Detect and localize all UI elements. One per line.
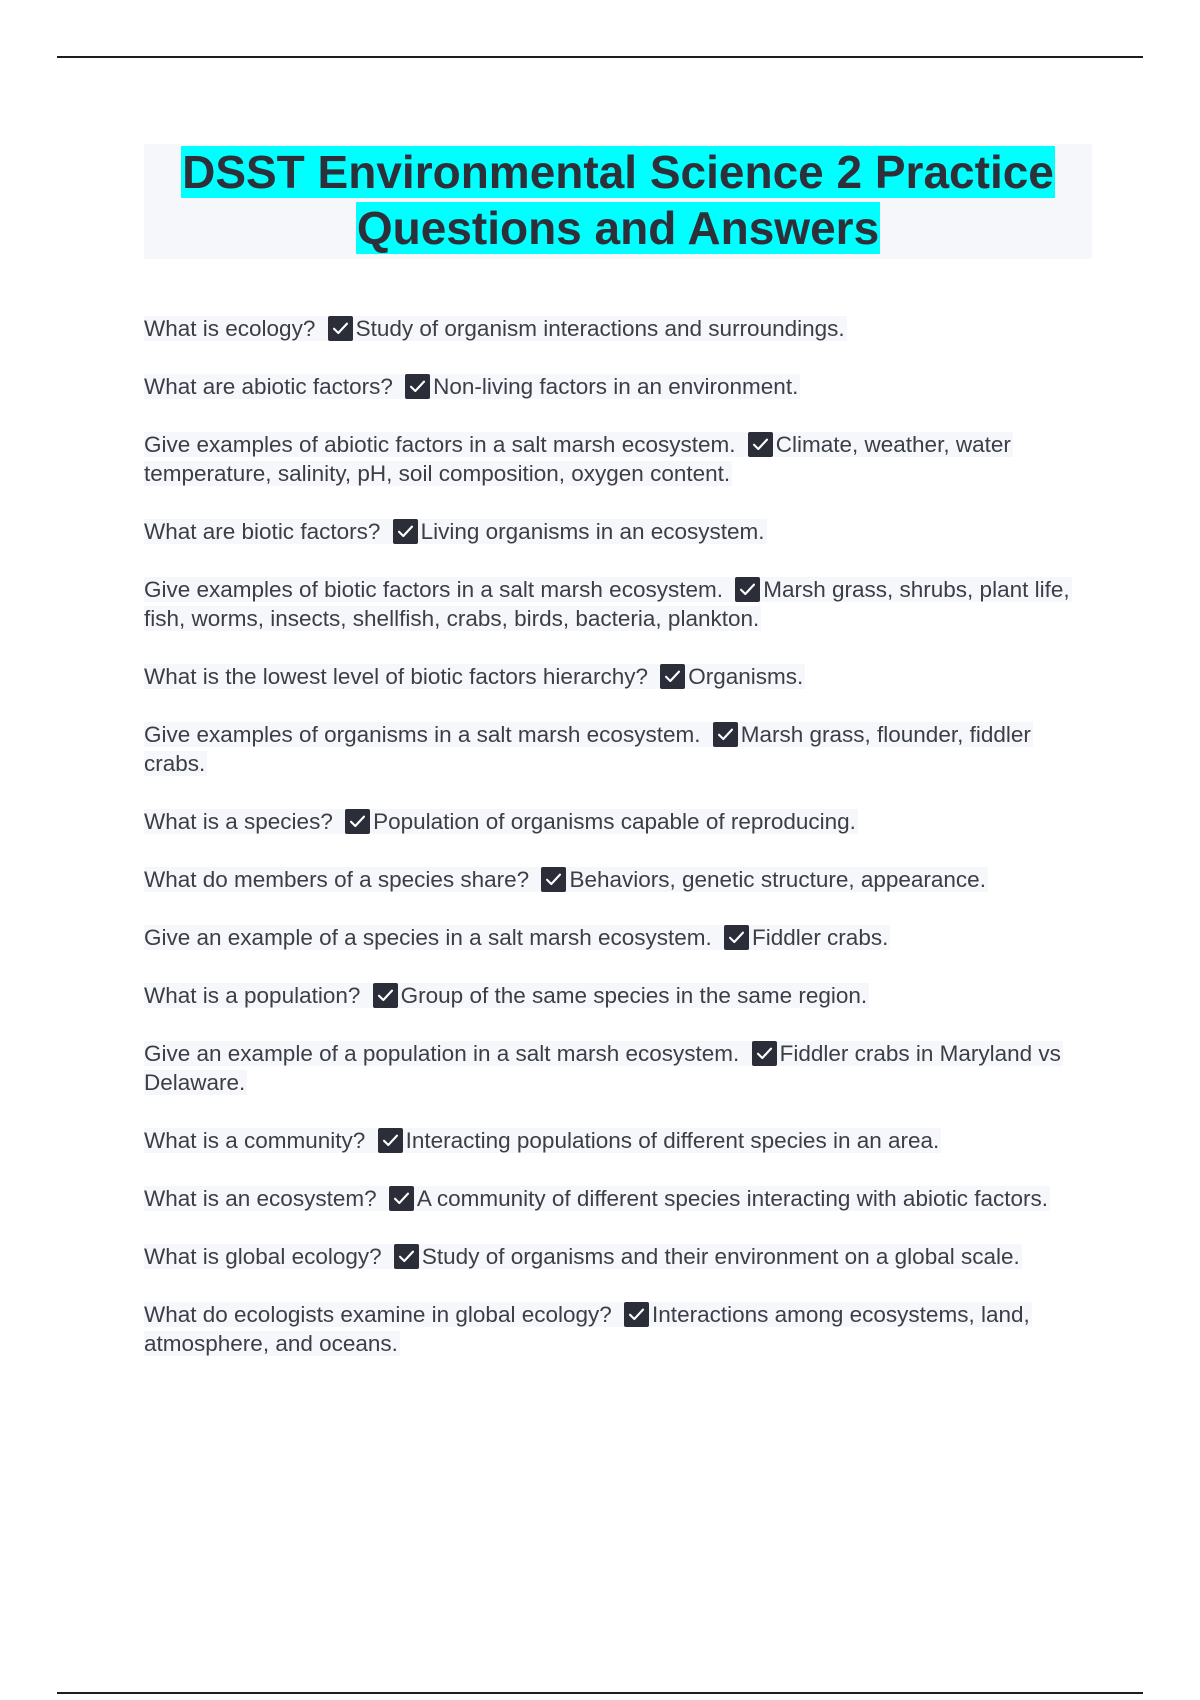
checkbox-check-icon bbox=[389, 1186, 414, 1211]
question-text: What do members of a species share? bbox=[144, 867, 530, 892]
qa-text bbox=[144, 925, 890, 950]
qa-item bbox=[144, 720, 1092, 778]
qa-item bbox=[144, 517, 1092, 546]
qa-item bbox=[144, 1126, 1092, 1155]
qa-text bbox=[144, 1302, 1032, 1356]
checkbox-check-icon bbox=[624, 1302, 649, 1327]
qa-text bbox=[144, 1128, 941, 1153]
question-text: What is an ecosystem? bbox=[144, 1186, 377, 1211]
qa-list bbox=[144, 314, 1092, 1358]
answer-text: Interactions among ecosystems, land, atmosphere, and oceans. bbox=[144, 1302, 1030, 1356]
question-text: What is ecology? bbox=[144, 316, 316, 341]
checkbox-check-icon bbox=[752, 1041, 777, 1066]
answer-text: Study of organism interactions and surroundings. bbox=[355, 316, 845, 341]
qa-text bbox=[144, 809, 858, 834]
checkbox-check-icon bbox=[345, 809, 370, 834]
question-text: Give examples of organisms in a salt marsh ecosystem. bbox=[144, 722, 701, 747]
answer-text: Non-living factors in an environment. bbox=[433, 374, 799, 399]
answer-text: Group of the same species in the same region. bbox=[400, 983, 868, 1008]
qa-text bbox=[144, 867, 988, 892]
checkbox-check-icon bbox=[394, 1244, 419, 1269]
answer-text: Interacting populations of different species in an area. bbox=[405, 1128, 940, 1153]
qa-item bbox=[144, 1184, 1092, 1213]
qa-item bbox=[144, 1300, 1092, 1358]
answer-text: Marsh grass, shrubs, plant life, fish, worms, insects, shellfish, crabs, birds, bacteria, plankton. bbox=[144, 577, 1070, 631]
qa-text bbox=[144, 519, 767, 544]
qa-item bbox=[144, 372, 1092, 401]
question-text: Give an example of a population in a salt marsh ecosystem. bbox=[144, 1041, 740, 1066]
answer-text: Organisms. bbox=[688, 664, 804, 689]
qa-text bbox=[144, 316, 847, 341]
qa-item bbox=[144, 807, 1092, 836]
answer-text: Marsh grass, flounder, fiddler crabs. bbox=[144, 722, 1031, 776]
checkbox-check-icon bbox=[393, 519, 418, 544]
qa-item bbox=[144, 865, 1092, 894]
question-text: What is the lowest level of biotic factors hierarchy? bbox=[144, 664, 648, 689]
checkbox-check-icon bbox=[660, 664, 685, 689]
answer-text: A community of different species interacting with abiotic factors. bbox=[416, 1186, 1048, 1211]
qa-item bbox=[144, 314, 1092, 343]
answer-text: Living organisms in an ecosystem. bbox=[420, 519, 765, 544]
qa-item bbox=[144, 923, 1092, 952]
qa-text bbox=[144, 1244, 1022, 1269]
bottom-divider bbox=[57, 1692, 1143, 1694]
qa-item bbox=[144, 575, 1092, 633]
top-divider bbox=[57, 56, 1143, 58]
qa-text bbox=[144, 1186, 1050, 1211]
answer-text: Fiddler crabs. bbox=[752, 925, 889, 950]
qa-item bbox=[144, 430, 1092, 488]
qa-item bbox=[144, 1242, 1092, 1271]
title-block bbox=[144, 144, 1092, 259]
question-text: What is a community? bbox=[144, 1128, 366, 1153]
qa-text bbox=[144, 722, 1033, 776]
qa-item bbox=[144, 662, 1092, 691]
checkbox-check-icon bbox=[748, 432, 773, 457]
qa-item bbox=[144, 1039, 1092, 1097]
document-body bbox=[144, 144, 1092, 1387]
qa-text bbox=[144, 577, 1072, 631]
qa-item bbox=[144, 981, 1092, 1010]
question-text: What are biotic factors? bbox=[144, 519, 381, 544]
qa-text bbox=[144, 983, 869, 1008]
answer-text: Population of organisms capable of reproducing. bbox=[373, 809, 856, 834]
checkbox-check-icon bbox=[328, 316, 353, 341]
question-text: Give an example of a species in a salt marsh ecosystem. bbox=[144, 925, 712, 950]
answer-text: Behaviors, genetic structure, appearance. bbox=[569, 867, 986, 892]
question-text: What is global ecology? bbox=[144, 1244, 382, 1269]
checkbox-check-icon bbox=[713, 722, 738, 747]
checkbox-check-icon bbox=[405, 374, 430, 399]
question-text: What do ecologists examine in global ecology? bbox=[144, 1302, 612, 1327]
checkbox-check-icon bbox=[724, 925, 749, 950]
document-title-text: DSST Environmental Science 2 Practice Questions and Answers bbox=[182, 146, 1054, 254]
answer-text: Climate, weather, water temperature, salinity, pH, soil composition, oxygen content. bbox=[144, 432, 1011, 486]
qa-text bbox=[144, 1041, 1063, 1095]
checkbox-check-icon bbox=[541, 867, 566, 892]
qa-text bbox=[144, 664, 805, 689]
question-text: Give examples of biotic factors in a salt marsh ecosystem. bbox=[144, 577, 723, 602]
question-text: What are abiotic factors? bbox=[144, 374, 393, 399]
question-text: What is a species? bbox=[144, 809, 333, 834]
qa-text bbox=[144, 374, 800, 399]
answer-text: Study of organisms and their environment on a global scale. bbox=[421, 1244, 1020, 1269]
qa-text bbox=[144, 432, 1013, 486]
checkbox-check-icon bbox=[378, 1128, 403, 1153]
question-text: What is a population? bbox=[144, 983, 361, 1008]
question-text: Give examples of abiotic factors in a salt marsh ecosystem. bbox=[144, 432, 736, 457]
document-title bbox=[144, 144, 1092, 256]
answer-text: Fiddler crabs in Maryland vs Delaware. bbox=[144, 1041, 1061, 1095]
checkbox-check-icon bbox=[373, 983, 398, 1008]
checkbox-check-icon bbox=[735, 577, 760, 602]
